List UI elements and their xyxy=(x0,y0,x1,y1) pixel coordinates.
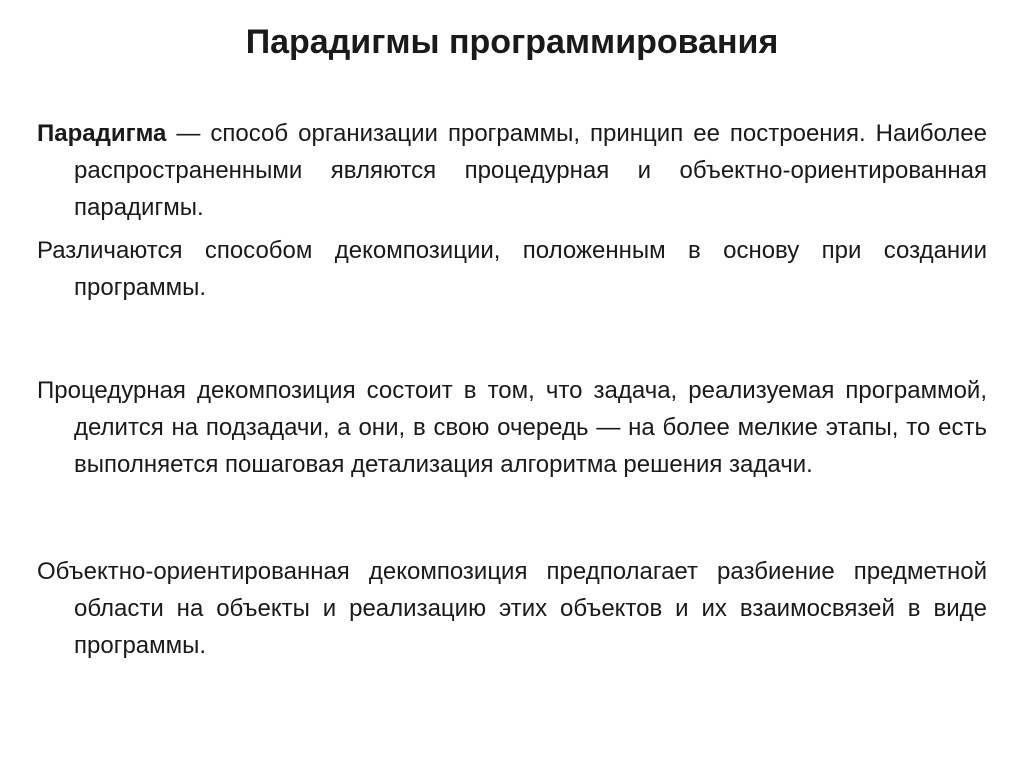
paragraph-text: — способ организации программы, принцип ее построения. Наиболее распространенными являются процедурная и объектно-ориентированная парадигмы. xyxy=(74,120,987,221)
slide-title: Парадигмы программирования xyxy=(245,23,779,61)
paragraph-decomposition-difference: Различаются способом декомпозиции, положенным в основу при создании программы. xyxy=(37,237,987,301)
paragraph-oop-decomposition: Объектно-ориентированная декомпозиция предполагает разбиение предметной области на объекты и реализацию этих объектов и их взаимосвязей в виде программы. xyxy=(37,558,987,659)
paragraph-paradigm-definition xyxy=(37,115,987,226)
paragraph-procedural-decomposition: Процедурная декомпозиция состоит в том, что задача, реализуемая программой, делится на подзадачи, а они, в свою очередь — на более мелкие этапы, то есть выполняется пошаговая детализация алгоритма решения задачи. xyxy=(37,377,987,478)
term-paradigm: Парадигма xyxy=(37,120,167,147)
